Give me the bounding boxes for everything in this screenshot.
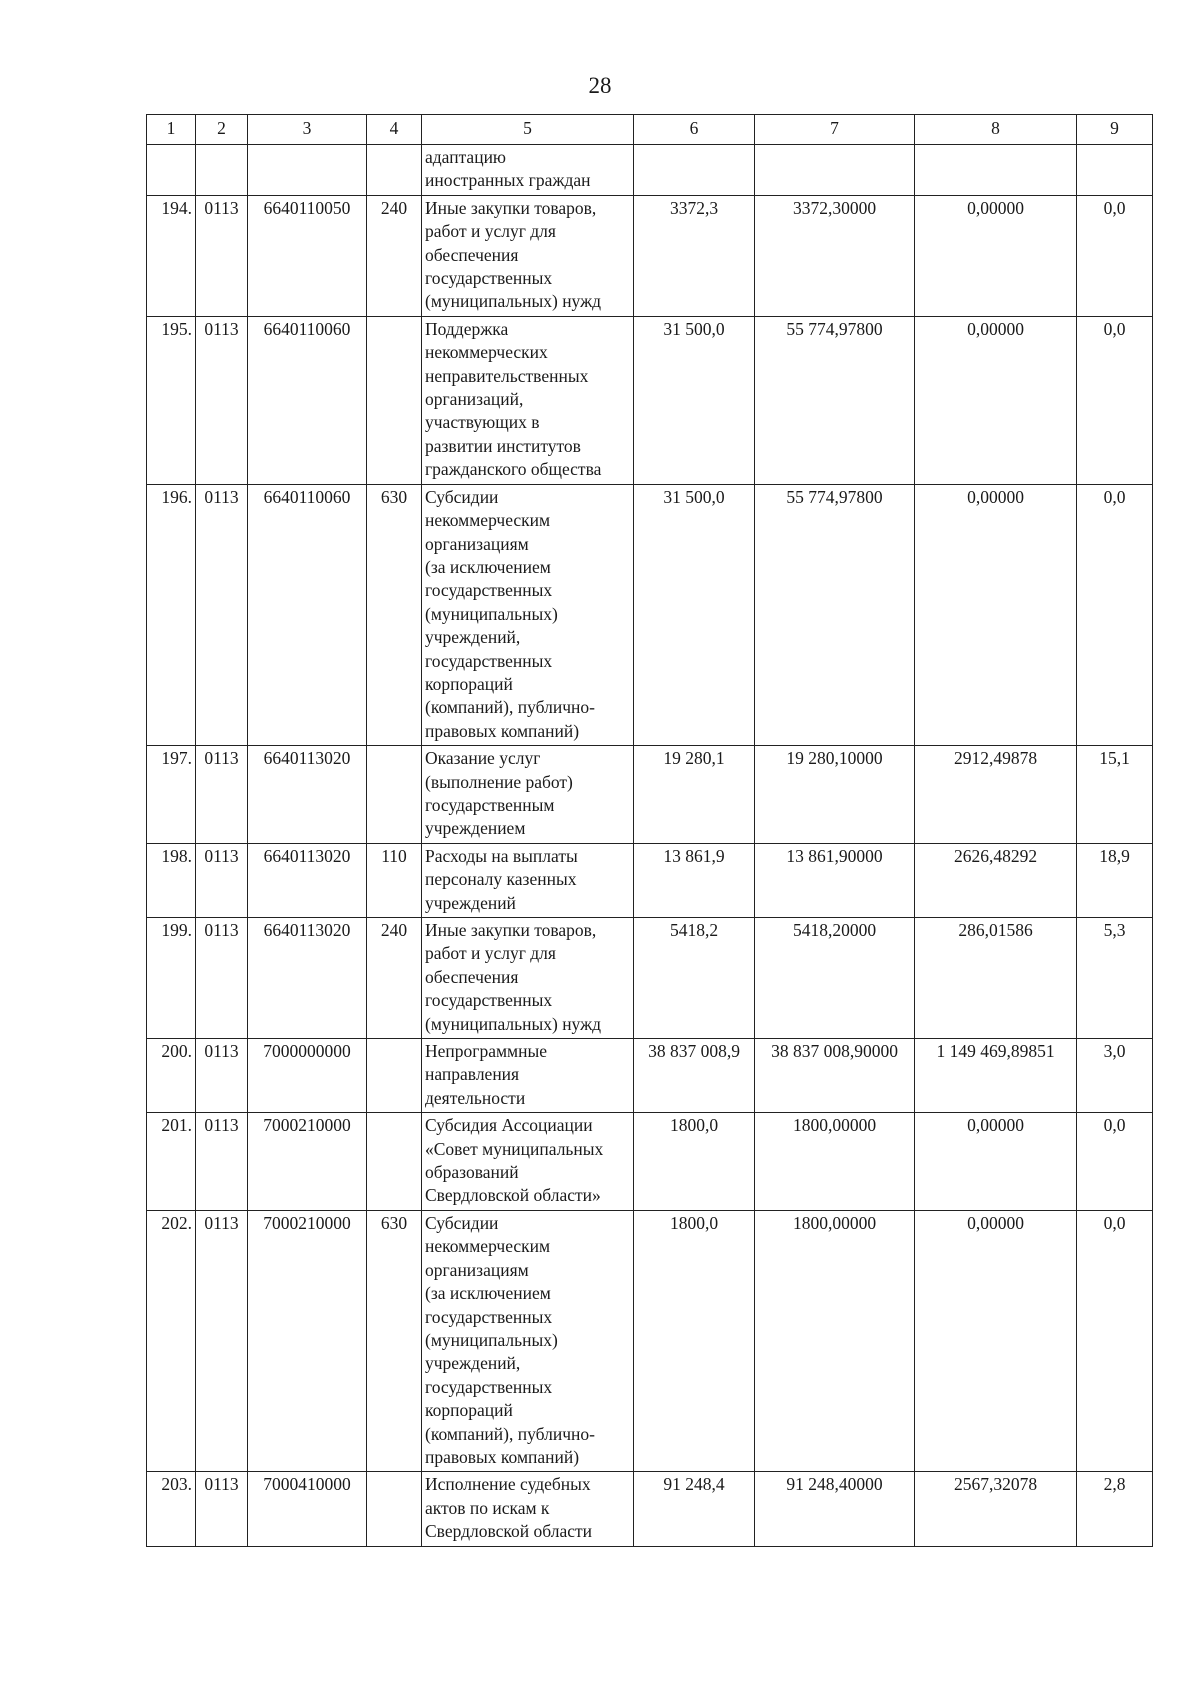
col-header-5: 5 bbox=[422, 115, 634, 145]
item-name-line: некоммерческих bbox=[425, 342, 548, 363]
row-number: 200. bbox=[147, 1039, 196, 1113]
section-code: 0113 bbox=[196, 746, 248, 844]
execution-percent: 0,0 bbox=[1077, 1210, 1153, 1471]
item-name-line: работ и услуг для bbox=[425, 221, 556, 242]
item-name bbox=[422, 195, 634, 316]
item-name bbox=[422, 1039, 634, 1113]
header-row bbox=[147, 115, 1153, 145]
table-row bbox=[147, 484, 1153, 745]
target-code: 6640113020 bbox=[248, 918, 367, 1039]
execution-percent: 15,1 bbox=[1077, 746, 1153, 844]
item-name-line: государственных bbox=[425, 580, 553, 601]
executed-amount: 1 149 469,89851 bbox=[915, 1039, 1077, 1113]
budget-amount: 91 248,40000 bbox=[755, 1472, 915, 1546]
item-name-line: (муниципальных) bbox=[425, 1329, 558, 1350]
item-name-line: обеспечения bbox=[425, 966, 519, 987]
budget-amount: 3372,30000 bbox=[755, 195, 915, 316]
execution-percent: 2,8 bbox=[1077, 1472, 1153, 1546]
item-name-line: Иные закупки товаров, bbox=[425, 920, 597, 940]
budget-table bbox=[146, 114, 1153, 1547]
item-name bbox=[422, 1113, 634, 1211]
executed-amount: 0,00000 bbox=[915, 316, 1077, 484]
page-number: 28 bbox=[588, 73, 612, 98]
col-header-8: 8 bbox=[915, 115, 1077, 145]
approved-amount: 5418,2 bbox=[634, 918, 755, 1039]
table-row bbox=[147, 195, 1153, 316]
item-name-line: правовых компаний) bbox=[425, 720, 580, 741]
table-row bbox=[147, 1472, 1153, 1546]
approved-amount: 31 500,0 bbox=[634, 484, 755, 745]
target-code bbox=[248, 145, 367, 196]
execution-percent: 0,0 bbox=[1077, 484, 1153, 745]
section-code bbox=[196, 145, 248, 196]
row-number: 197. bbox=[147, 746, 196, 844]
item-name-line: (компаний), публично- bbox=[425, 1423, 595, 1444]
item-name-line: государственных bbox=[425, 268, 553, 289]
table-row bbox=[147, 746, 1153, 844]
item-name bbox=[422, 843, 634, 917]
item-name-line: Субсидии bbox=[425, 1212, 499, 1233]
row-number: 203. bbox=[147, 1472, 196, 1546]
section-code: 0113 bbox=[196, 484, 248, 745]
col-header-2: 2 bbox=[196, 115, 248, 145]
item-name-line: учреждением bbox=[425, 818, 526, 839]
budget-amount bbox=[755, 145, 915, 196]
item-name bbox=[422, 1210, 634, 1471]
section-code: 0113 bbox=[196, 1210, 248, 1471]
item-name bbox=[422, 145, 634, 196]
item-name-line: (муниципальных) нужд bbox=[425, 291, 602, 312]
table-body bbox=[147, 145, 1153, 1547]
expense-type-code: 630 bbox=[367, 1210, 422, 1471]
row-number: 202. bbox=[147, 1210, 196, 1471]
item-name-line: Свердловской области» bbox=[425, 1185, 601, 1206]
item-name-line: Непрограммные bbox=[425, 1041, 548, 1062]
item-name-line: образований bbox=[425, 1162, 519, 1183]
col-header-4: 4 bbox=[367, 115, 422, 145]
execution-percent bbox=[1077, 145, 1153, 196]
approved-amount: 13 861,9 bbox=[634, 843, 755, 917]
item-name-line: (компаний), публично- bbox=[425, 697, 595, 718]
item-name-line: государственных bbox=[425, 650, 553, 671]
target-code: 7000210000 bbox=[248, 1113, 367, 1211]
executed-amount: 0,00000 bbox=[915, 1113, 1077, 1211]
table-row bbox=[147, 145, 1153, 196]
execution-percent: 0,0 bbox=[1077, 1113, 1153, 1211]
item-name-line: Свердловской области bbox=[425, 1521, 593, 1542]
budget-amount: 38 837 008,90000 bbox=[755, 1039, 915, 1113]
row-number: 196. bbox=[147, 484, 196, 745]
target-code: 6640110050 bbox=[248, 195, 367, 316]
budget-amount: 55 774,97800 bbox=[755, 484, 915, 745]
section-code: 0113 bbox=[196, 843, 248, 917]
approved-amount: 1800,0 bbox=[634, 1210, 755, 1471]
approved-amount: 38 837 008,9 bbox=[634, 1039, 755, 1113]
item-name-line: обеспечения bbox=[425, 244, 519, 265]
item-name-line: государственным bbox=[425, 794, 555, 815]
executed-amount: 0,00000 bbox=[915, 484, 1077, 745]
item-name-line: государственных bbox=[425, 1306, 553, 1327]
table-row bbox=[147, 316, 1153, 484]
executed-amount: 286,01586 bbox=[915, 918, 1077, 1039]
item-name bbox=[422, 484, 634, 745]
execution-percent: 3,0 bbox=[1077, 1039, 1153, 1113]
target-code: 7000410000 bbox=[248, 1472, 367, 1546]
item-name bbox=[422, 918, 634, 1039]
item-name-line: Оказание услуг bbox=[425, 748, 541, 769]
item-name-line: Поддержка bbox=[425, 318, 509, 339]
item-name-line: организациям bbox=[425, 533, 529, 554]
table-header bbox=[147, 115, 1153, 145]
item-name-line: (за исключением bbox=[425, 556, 551, 577]
item-name-line: персоналу казенных bbox=[425, 869, 577, 890]
item-name-line: учреждений, bbox=[425, 1353, 521, 1374]
execution-percent: 0,0 bbox=[1077, 316, 1153, 484]
table-row bbox=[147, 843, 1153, 917]
execution-percent: 0,0 bbox=[1077, 195, 1153, 316]
execution-percent: 18,9 bbox=[1077, 843, 1153, 917]
budget-amount: 19 280,10000 bbox=[755, 746, 915, 844]
item-name-line: гражданского общества bbox=[425, 459, 602, 480]
expense-type-code: 240 bbox=[367, 918, 422, 1039]
row-number bbox=[147, 145, 196, 196]
item-name-line: Расходы на выплаты bbox=[425, 845, 578, 866]
item-name-line: государственных bbox=[425, 990, 553, 1011]
item-name-line: Субсидии bbox=[425, 486, 499, 507]
item-name-line: организаций, bbox=[425, 389, 524, 410]
target-code: 6640113020 bbox=[248, 746, 367, 844]
item-name-line: деятельности bbox=[425, 1087, 526, 1108]
row-number: 199. bbox=[147, 918, 196, 1039]
budget-amount: 13 861,90000 bbox=[755, 843, 915, 917]
table-row bbox=[147, 1113, 1153, 1211]
executed-amount: 0,00000 bbox=[915, 1210, 1077, 1471]
item-name-line: иностранных граждан bbox=[425, 170, 591, 191]
expense-type-code: 630 bbox=[367, 484, 422, 745]
approved-amount: 1800,0 bbox=[634, 1113, 755, 1211]
item-name-line: Иные закупки товаров, bbox=[425, 197, 597, 218]
expense-type-code bbox=[367, 316, 422, 484]
row-number: 194. bbox=[147, 195, 196, 316]
section-code: 0113 bbox=[196, 1472, 248, 1546]
item-name bbox=[422, 316, 634, 484]
table-row bbox=[147, 1210, 1153, 1471]
expense-type-code bbox=[367, 1472, 422, 1546]
col-header-9: 9 bbox=[1077, 115, 1153, 145]
expense-type-code bbox=[367, 145, 422, 196]
item-name-line: работ и услуг для bbox=[425, 943, 556, 964]
row-number: 201. bbox=[147, 1113, 196, 1211]
table-row bbox=[147, 1039, 1153, 1113]
approved-amount bbox=[634, 145, 755, 196]
item-name-line: некоммерческим bbox=[425, 510, 551, 531]
col-header-1: 1 bbox=[147, 115, 196, 145]
row-number: 198. bbox=[147, 843, 196, 917]
expense-type-code: 240 bbox=[367, 195, 422, 316]
row-number: 195. bbox=[147, 316, 196, 484]
item-name-line: государственных bbox=[425, 1376, 553, 1397]
section-code: 0113 bbox=[196, 316, 248, 484]
section-code: 0113 bbox=[196, 918, 248, 1039]
item-name-line: участвующих в bbox=[425, 412, 540, 433]
item-name-line: организациям bbox=[425, 1259, 529, 1280]
executed-amount bbox=[915, 145, 1077, 196]
budget-amount: 1800,00000 bbox=[755, 1113, 915, 1211]
section-code: 0113 bbox=[196, 1039, 248, 1113]
expense-type-code: 110 bbox=[367, 843, 422, 917]
expense-type-code bbox=[367, 1113, 422, 1211]
col-header-7: 7 bbox=[755, 115, 915, 145]
item-name-line: корпораций bbox=[425, 673, 513, 694]
item-name-line: «Совет муниципальных bbox=[425, 1138, 604, 1159]
item-name-line: (муниципальных) нужд bbox=[425, 1013, 602, 1034]
approved-amount: 19 280,1 bbox=[634, 746, 755, 844]
item-name-line: учреждений, bbox=[425, 627, 521, 648]
item-name-line: адаптацию bbox=[425, 147, 507, 167]
item-name-line: развитии институтов bbox=[425, 435, 581, 456]
item-name-line: правовых компаний) bbox=[425, 1446, 580, 1467]
executed-amount: 2567,32078 bbox=[915, 1472, 1077, 1546]
item-name bbox=[422, 746, 634, 844]
executed-amount: 2626,48292 bbox=[915, 843, 1077, 917]
item-name-line: направления bbox=[425, 1064, 520, 1085]
section-code: 0113 bbox=[196, 1113, 248, 1211]
approved-amount: 3372,3 bbox=[634, 195, 755, 316]
target-code: 6640110060 bbox=[248, 484, 367, 745]
expense-type-code bbox=[367, 1039, 422, 1113]
item-name-line: Исполнение судебных bbox=[425, 1474, 591, 1495]
approved-amount: 31 500,0 bbox=[634, 316, 755, 484]
table-row bbox=[147, 918, 1153, 1039]
item-name-line: (муниципальных) bbox=[425, 603, 558, 624]
item-name-line: актов по искам к bbox=[425, 1497, 550, 1518]
target-code: 7000210000 bbox=[248, 1210, 367, 1471]
expense-type-code bbox=[367, 746, 422, 844]
item-name-line: (выполнение работ) bbox=[425, 771, 573, 792]
item-name-line: некоммерческим bbox=[425, 1236, 551, 1257]
item-name-line: неправительственных bbox=[425, 365, 589, 386]
section-code: 0113 bbox=[196, 195, 248, 316]
budget-amount: 1800,00000 bbox=[755, 1210, 915, 1471]
item-name-line: Субсидия Ассоциации bbox=[425, 1115, 593, 1136]
execution-percent: 5,3 bbox=[1077, 918, 1153, 1039]
item-name bbox=[422, 1472, 634, 1546]
budget-amount: 5418,20000 bbox=[755, 918, 915, 1039]
item-name-line: (за исключением bbox=[425, 1283, 551, 1304]
col-header-6: 6 bbox=[634, 115, 755, 145]
approved-amount: 91 248,4 bbox=[634, 1472, 755, 1546]
item-name-line: учреждений bbox=[425, 892, 516, 913]
executed-amount: 0,00000 bbox=[915, 195, 1077, 316]
executed-amount: 2912,49878 bbox=[915, 746, 1077, 844]
budget-amount: 55 774,97800 bbox=[755, 316, 915, 484]
target-code: 6640113020 bbox=[248, 843, 367, 917]
target-code: 6640110060 bbox=[248, 316, 367, 484]
col-header-3: 3 bbox=[248, 115, 367, 145]
target-code: 7000000000 bbox=[248, 1039, 367, 1113]
item-name-line: корпораций bbox=[425, 1400, 513, 1421]
